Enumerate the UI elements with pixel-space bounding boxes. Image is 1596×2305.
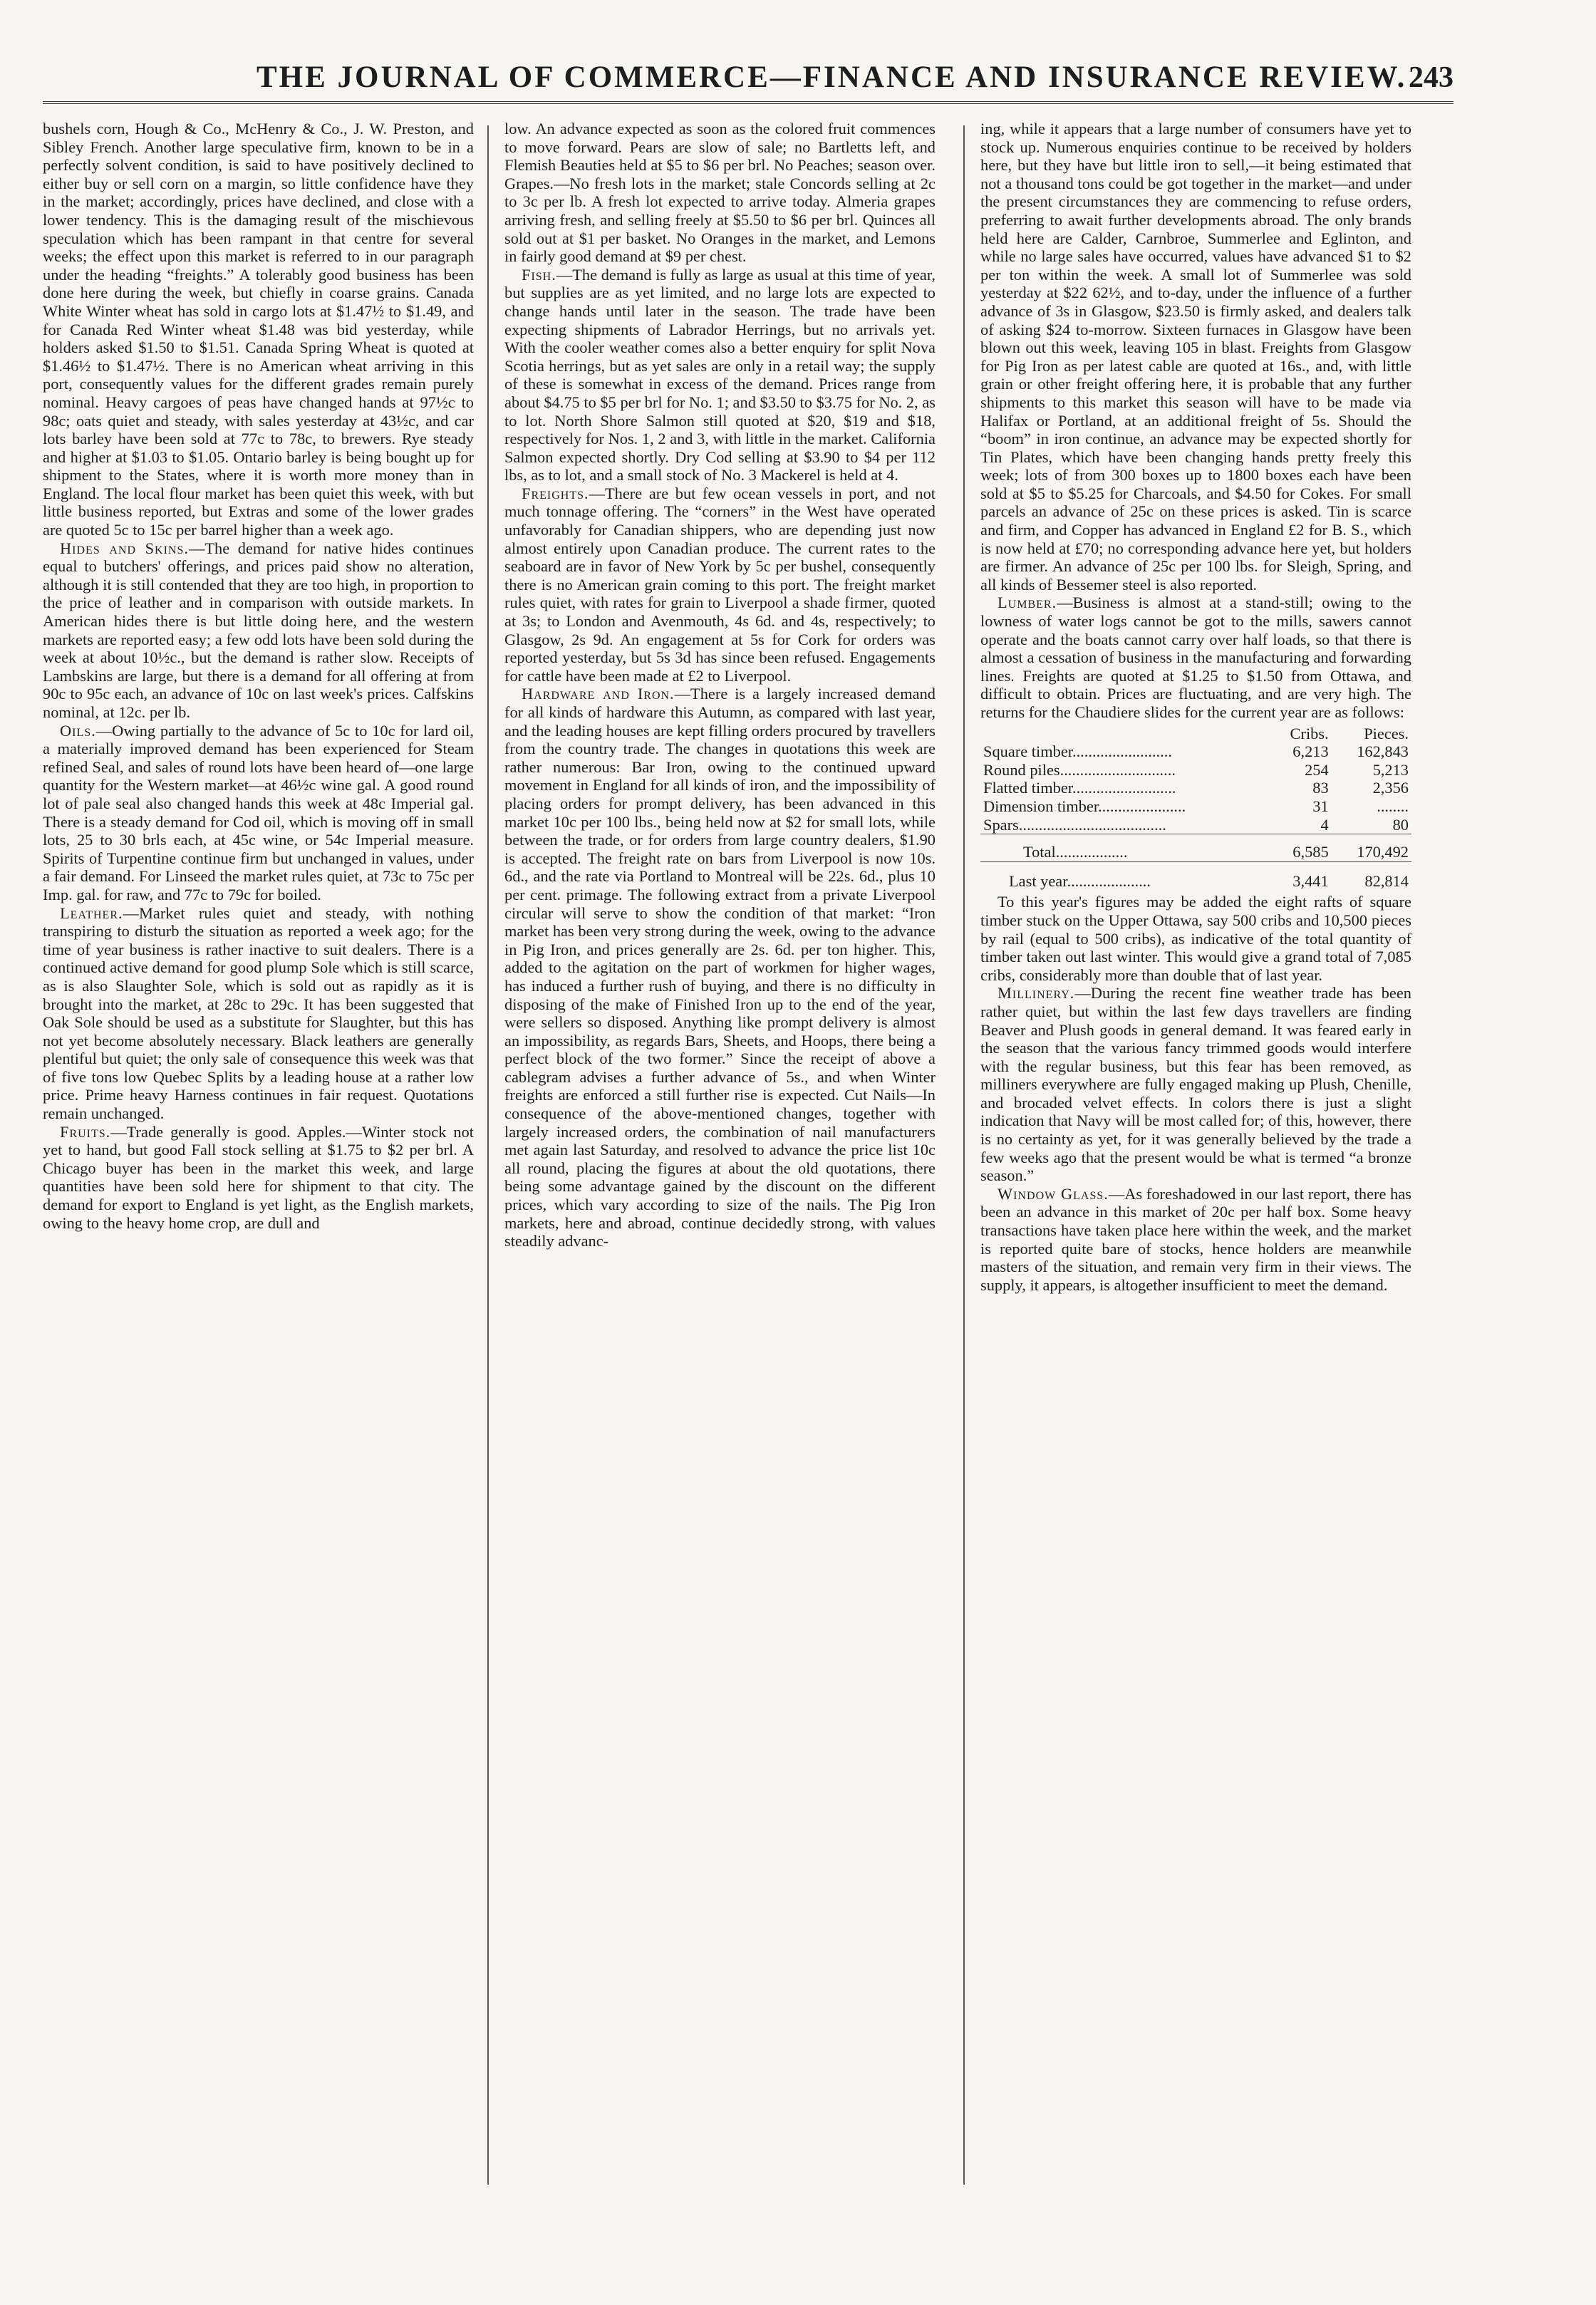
table-row: Round piles............................. 254 5,213 <box>983 760 1409 779</box>
masthead-rule <box>43 101 1454 104</box>
masthead <box>43 60 1454 95</box>
section-heading: Fruits. <box>60 1122 111 1141</box>
cribs-header: Cribs. <box>1290 724 1329 742</box>
paragraph: Oils.—Owing partially to the advance of 5c to 10c for lard oil, a materially improved demand has been experienced for Steam refined Seal, and sales of round lots have been heard of—one large quantity for the Western market—at 46½c wine gal. A good round lot of pale seal also changed hands this week at 48c Imperial gal. There is a steady demand for Cod oil, which is moving off in small lots, 25 to 30 brls each, at 45c wine, or 54c Imperial measure. Spirits of Turpentine continue firm but unchanged in values, under a fair demand. For Linseed the market rules quiet, at 73c to 75c per Imp. gal. for raw, and 77c to 79c for boiled. <box>43 721 474 903</box>
journal-title: THE JOURNAL OF COMMERCE—FINANCE AND INSURANCE REVIEW. <box>256 61 1407 94</box>
table-row: Dimension timber...................... 31 ........ <box>983 797 1409 815</box>
column-rule <box>963 125 965 2185</box>
paragraph: Hides and Skins.—The demand for native hides continues equal to butchers' offerings, and prices paid show no alteration, although it is still contended that they are too high, in proportion to the price of leather and in comparison with outside markets. In American hides there is but little doing here, and the western markets are reported easy; a few odd lots have been sold during the week at about 10½c., but the demand is rather slow. Receipts of Lambskins are large, but there is a demand for all offering at from 90c to 95c each, an advance of 10c on last week's prices. Calfskins nominal, at 12c. per lb. <box>43 539 474 721</box>
table-row: Square timber......................... 6,213 162,843 <box>983 742 1409 761</box>
paragraph: Fruits.—Trade generally is good. Apples.—Winter stock not yet to hand, but good Fall stock selling at $1.75 to $2 per brl. A Chicago buyer has been in the market this week, and large quantities have been sold here for shipment to that city. The demand for export to England is yet light, as the English markets, owing to the heavy home crop, are dull and <box>43 1122 474 1232</box>
page-number: 243 <box>1409 61 1454 94</box>
paragraph: Lumber.—Business is almost at a stand-still; owing to the lowness of water logs cannot be got to the mills, sawers cannot operate and the boats cannot carry over half loads, so that there is almost a cessation of business in the manufacturing and forwarding lines. Freights are quoted at $1.25 to $1.50 from Ottawa, and difficult to obtain. Prices are fluctuating, and are very high. The returns for the Chaudiere slides for the current year are as follows: <box>980 594 1411 721</box>
column-rule <box>487 125 489 2185</box>
section-heading: Millinery. <box>998 984 1075 1003</box>
paragraph: Hardware and Iron.—There is a largely increased demand for all kinds of hardware this Autumn, as compared with last year, and the leading houses are kept filling orders procured by travellers from the country trade. The changes in quotations this week are rather numerous: Bar Iron, owing to the continued upward movement in England for all kinds of iron, and the impossibility of placing orders for prompt delivery, has been advanced in this market 10c per 100 lbs., being held now at $2 for small lots, while between the trade, or for orders from large country dealers, $1.90 is accepted. The freight rate on bars from Liverpool is now 10s. 6d., and the rate via Portland to Montreal will be 22s. 6d., plus 10 per cent. primage. The following extract from a private Liverpool circular will serve to show the condition of that market: “Iron market has been very strong during the week, owing to the advance in Pig Iron, and prices generally are 2s. 6d. per ton higher. This, added to the agitation on the part of workmen for higher wages, has induced a further rush of buying, and there is no difficulty in disposing of the make of Finished Iron up to the end of the year, were sellers so disposed. Anything like prompt delivery is almost an impossibility, as regards Bars, Sheets, and Hoops, there being a perfect block of the two former.” Since the receipt of above a cablegram advises a further advance of 5s., and when Winter freights are enforced a still further rise is expected. Cut Nails—In consequence of the above-mentioned changes, together with largely increased orders, the combination of nail manufacturers met again last Saturday, and resolved to advance the price list 10c all round, placing the figures at about the old quotations, there being some advantage gained by the discount on the different prices, which vary according to size of the nails. The Pig Iron markets, here and abroad, continue decidedly strong, with values steadily advanc- <box>504 685 936 1250</box>
section-heading: Hides and Skins. <box>60 539 189 557</box>
column-2 <box>504 120 936 2286</box>
paragraph: Leather.—Market rules quiet and steady, with nothing transpiring to disturb the situation as reported a week ago; for the time of year business is rather inactive to suit dealers. There is a continued active demand for good plump Sole which is still scarce, as is also Slaughter Sole, which is sold out as rapidly as it is brought into the market, at 28c to 29c. It has been suggested that Oak Sole should be used as a substitute for Slaughter, but this has not yet become absolutely necessary. Black leathers are generally plentiful but quiet; the only sale of consequence this week was that of five tons low Quebec Splits by a leading house at a rather low price. Prime heavy Harness continues in fair request. Quotations remain unchanged. <box>43 903 474 1123</box>
pieces-header: Pieces. <box>1364 724 1409 742</box>
paragraph: low. An advance expected as soon as the colored fruit commences to move forward. Pears are slow of sale; no Bartletts left, and Flemish Beauties held at $5 to $6 per brl. No Peaches; season over. Grapes.—No fresh lots in the market; stale Concords selling at 2c to 3c per lb. A fresh lot expected to arrive today. Almeria grapes arriving fresh, and selling freely at $5.50 to $6 per brl. Quinces all sold out at $1 per basket. No Oranges in the market, and Lemons in fairly good demand at $9 per chest. <box>504 120 936 266</box>
total-row: Total.................. 6,585 170,492 <box>980 834 1411 862</box>
last-year-row: Last year..................... 3,441 82,814 <box>980 861 1411 890</box>
paragraph: Fish.—The demand is fully as large as usual at this time of year, but supplies are as yet limited, and no large lots are expected to change hands until later in the season. The trade have been expecting shipments of Labrador Herrings, but no arrivals yet. With the cooler weather comes also a better enquiry for split Nova Scotia herrings, but as yet sales are only in a retail way; the supply of these is somewhat in excess of the demand. Prices range from about $4.75 to $5 per brl for No. 1; and $3.50 to $3.75 for No. 2, as to lot. North Shore Salmon still quoted at $20, $19 and $18, respectively for Nos. 1, 2 and 3, with little in the market. California Salmon expected shortly. Dry Cod selling at $3.90 to $4 per 112 lbs, as to lot, and a small stock of No. 3 Mackerel is held at 4. <box>504 265 936 485</box>
section-heading: Leather. <box>60 903 123 922</box>
paragraph: To this year's figures may be added the eight rafts of square timber stuck on the Upper Ottawa, say 500 cribs and 10,500 pieces by rail (equal to 500 cribs), as indicative of the total quantity of timber taken out last winter. This would give a grand total of 7,085 cribs, considerably more than double that of last year. <box>980 893 1411 984</box>
paragraph: Freights.—There are but few ocean vessels in port, and not much tonnage offering. The “corners” in the West have operated unfavorably for Canadian shippers, who are depending just now almost entirely upon Canadian produce. The current rates to the seaboard are in favor of New York by 5c per bushel, consequently there is no American grain coming to this port. The freight market rules quiet, with rates for grain to Liverpool a shade firmer, quoted at 3s; to London and Avenmouth, 4s 6d. and 4s, respectively; to Glasgow, 2s 9d. An engagement at 5s for Cork for orders was reported yesterday, but 5s 3d has since been refused. Engagements for cattle have been made at £2 to Liverpool. <box>504 484 936 685</box>
paragraph: bushels corn, Hough & Co., McHenry & Co., J. W. Preston, and Sibley French. Another large speculative firm, known to be in a perfectly solvent condition, is said to have positively declined to either buy or sell corn on a margin, so little confidence have they in the market; accordingly, prices have declined, and close with a lower tendency. This is the damaging result of the mischievous speculation which has been rampant in that centre for several weeks; the effect upon this market is referred to in our paragraph under the heading “freights.” A tolerably good business has been done here during the week, but chiefly in coarse grains. Canada White Winter wheat has sold in cargo lots at $1.47½ to $1.49, and for Canada Red Winter wheat $1.48 was bid yesterday, while holders asked $1.50 to $1.51. Canada Spring Wheat is quoted at $1.46½ to $1.47½. There is no American wheat arriving in this port, consequently values for the different grades remain purely nominal. Heavy cargoes of peas have changed hands at 97½c to 98c; oats quiet and steady, with sales yesterday at 43½c, and car lots barley have been sold at 77c to 78c, to brewers. Rye steady and higher at $1.03 to $1.05. Ontario barley is being bought up for shipment to the States, where it is worth more money than in England. The local flour market has been quiet this week, with but little business reported, but Extras and some of the lower grades are quoted 5c to 15c per barrel higher than a week ago. <box>43 120 474 539</box>
lumber-table <box>980 725 1411 891</box>
paragraph: Window Glass.—As foreshadowed in our last report, there has been an advance in this market of 20c per half box. Some heavy transactions have taken place here within the week, and the market is reported quite bare of stocks, hence holders are meanwhile masters of the situation, and remain very firm in their views. The supply, it appears, is altogether insufficient to meet the demand. <box>980 1184 1411 1294</box>
section-heading: Lumber. <box>998 594 1057 612</box>
section-heading: Hardware and Iron. <box>522 685 675 703</box>
table-header-row <box>980 725 1411 743</box>
paragraph: Millinery.—During the recent fine weather trade has been rather quiet, but within the last few days travellers are finding Beaver and Plush goods in general demand. It was feared early in the season that the various fancy trimmed goods would interfere with the regular business, but this fear has been removed, as milliners everywhere are fully engaged making up Plush, Chenille, and brocaded velvet effects. In colors there is just a slight indication that Navy will be most called for; of this, however, there is no certainty as yet, for it was generally believed by the trade a few weeks ago that the present would be what is termed “a bronze season.” <box>980 984 1411 1185</box>
column-3 <box>980 120 1411 2286</box>
section-heading: Oils. <box>60 721 96 740</box>
section-heading: Freights. <box>522 484 589 502</box>
paragraph: ing, while it appears that a large number of consumers have yet to stock up. Numerous enquiries continue to be received by holders here, but they have but little iron to sell,—it being estimated that not a thousand tons could be got together in the market—and under the present circumstances they are commencing to refuse orders, preferring to await further developments abroad. The only brands held here are Calder, Carnbroe, Summerlee and Eglinton, and while no large sales have occurred, values have advanced $1 to $2 per ton within the week. A small lot of Summerlee was sold yesterday at $22 62½, and to-day, under the influence of a further advance of 3s in Glasgow, $23.50 is firmly asked, and dealers talk of asking $24 to-morrow. Sixteen furnaces in Glasgow have been blown out this week, leaving 105 in blast. Freights from Glasgow for Pig Iron as per latest cable are quoted at 16s., and, with little grain or other freight offering here, it is probable that any further shipments to this market this season will have to be made via Halifax or Portland, at an additional freight of 5s. Should the “boom” in iron continue, an advance may be expected shortly for Tin Plates, which have been changing hands pretty freely this week; lots of from 300 boxes up to 1800 boxes each have been sold at $5 to $5.25 for Charcoals, and $4.50 for Cokes. For small parcels an advance of 25c on these prices is asked. Tin is scarce and firm, and Copper has advanced in England £2 for B. S., which is now held at £70; no corresponding advance here yet, but holders are firmer. An advance of 25c per 100 lbs. for Sleigh, Spring, and all kinds of Bessemer steel is also reported. <box>980 120 1411 594</box>
section-heading: Window Glass. <box>998 1184 1109 1203</box>
column-1 <box>43 120 474 2286</box>
table-row: Spars..................................... 4 80 <box>983 815 1409 834</box>
section-heading: Fish. <box>522 265 556 284</box>
table-row: Flatted timber.......................... 83 2,356 <box>983 779 1409 797</box>
